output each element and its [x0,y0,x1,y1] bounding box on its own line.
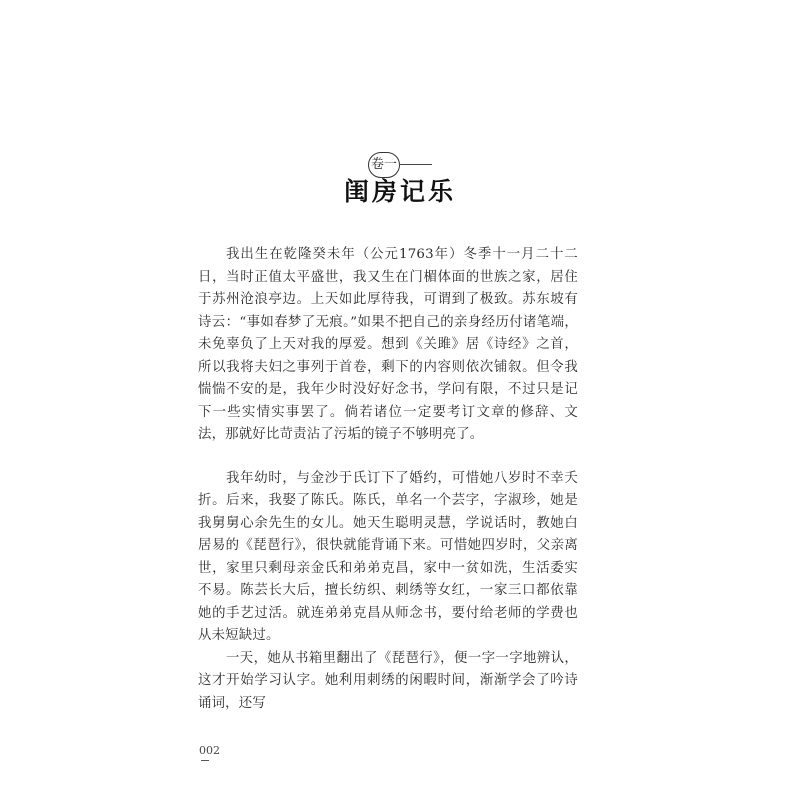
chapter-badge: 卷一 [368,152,400,178]
paragraph-1: 我出生在乾隆癸未年（公元1763年）冬季十一月二十二日，当时正值太平盛世，我又生在门楣体面的世族之家，居住于苏州沧浪亭边。上天如此厚待我，可谓到了极致。苏东坡有诗云：“事如春梦了无痕。”如果不把自己的亲身经历付诸笔端，未免辜负了上天对我的厚爱。想到《关雎》居《诗经》之首，所以我将夫妇之事列于首卷，剩下的内容则依次铺叙。但令我惴惴不安的是，我年少时没好好念书，学问有限，不过只是记下一些实情实事罢了。倘若诸位一定要考订文章的修辞、文法，那就好比苛责沾了污垢的镜子不够明亮了。 [198,247,578,442]
paragraph-3: 一天，她从书箱里翻出了《琵琶行》，便一字一字地辨认，这才开始学习认字。她利用刺绣的闲暇时间，渐渐学会了吟诗诵词，还写 [198,650,578,711]
paragraph-2: 我年幼时，与金沙于氏订下了婚约，可惜她八岁时不幸夭折。后来，我娶了陈氏。陈氏，单名一个芸字，字淑珍，她是我舅舅心余先生的女儿。她天生聪明灵慧，学说话时，教她白居易的《琵琶行》，很快就能背诵下来。可惜她四岁时，父亲离世，家里只剩母亲金氏和弟弟克昌，家中一贫如洗，生活委实不易。陈芸长大后，擅长纺织、刺绣等女红，一家三口都依靠她的手艺过活。就连弟弟克昌从师念书，要付给老师的学费也从未短缺过。 [198,470,578,643]
chapter-rule [399,164,432,165]
body-text [198,244,578,715]
page-number: 002 [199,744,220,757]
chapter-title: 闺房记乐 [343,177,456,206]
page-number-rule [201,760,209,761]
